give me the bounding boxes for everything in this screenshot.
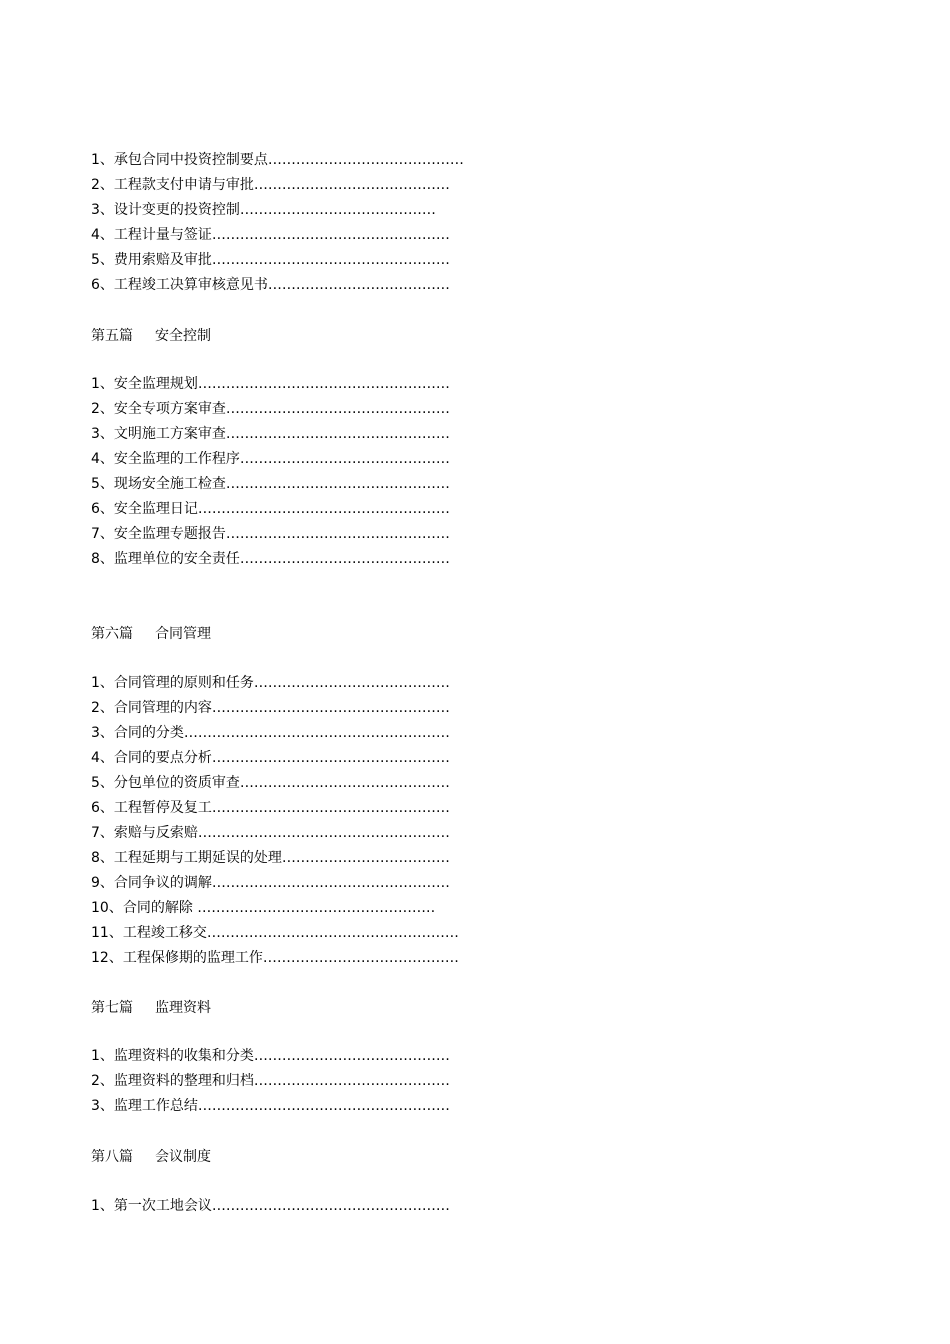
toc-entry: 12、工程保修期的监理工作……………………………………: [91, 950, 459, 966]
toc-entry: 5、分包单位的资质审查………………………………………: [91, 775, 450, 791]
section-heading: [91, 998, 211, 1018]
toc-entry: 4、安全监理的工作程序………………………………………: [91, 451, 450, 467]
section-heading: [91, 1147, 211, 1167]
toc-entry: 2、监理资料的整理和归档……………………………………: [91, 1073, 450, 1089]
toc-entry: 3、设计变更的投资控制……………………………………: [91, 202, 436, 218]
toc-entry: 1、承包合同中投资控制要点……………………………………: [91, 152, 464, 168]
toc-entry: 4、合同的要点分析……………………………………………: [91, 750, 450, 766]
toc-entry: 2、合同管理的内容……………………………………………: [91, 700, 450, 716]
section-number: 第七篇: [91, 1000, 133, 1016]
toc-entry: 5、现场安全施工检查…………………………………………: [91, 476, 450, 492]
toc-entry: 3、合同的分类…………………………………………………: [91, 725, 450, 741]
toc-entry: 8、工程延期与工期延误的处理………………………………: [91, 850, 450, 866]
section-heading: [91, 624, 211, 644]
section-number: 第八篇: [91, 1149, 133, 1165]
section-heading: [91, 326, 211, 346]
toc-entry: 6、工程竣工决算审核意见书…………………………………: [91, 277, 450, 293]
toc-entry: 11、工程竣工移交………………………………………………: [91, 925, 459, 941]
section-number: 第六篇: [91, 626, 133, 642]
toc-entry: 3、监理工作总结………………………………………………: [91, 1098, 450, 1114]
toc-entry: 7、安全监理专题报告…………………………………………: [91, 526, 450, 542]
toc-entry: 2、安全专项方案审查…………………………………………: [91, 401, 450, 417]
toc-entry: 6、工程暂停及复工……………………………………………: [91, 800, 450, 816]
toc-entry: 9、合同争议的调解……………………………………………: [91, 875, 450, 891]
toc-entry: 3、文明施工方案审查…………………………………………: [91, 426, 450, 442]
toc-entry: 7、索赔与反索赔………………………………………………: [91, 825, 450, 841]
toc-entry: 1、合同管理的原则和任务……………………………………: [91, 675, 450, 691]
toc-entry: 2、工程款支付申请与审批……………………………………: [91, 177, 450, 193]
toc-entry: 6、安全监理日记………………………………………………: [91, 501, 450, 517]
toc-entry: 1、第一次工地会议……………………………………………: [91, 1198, 450, 1214]
toc-entry: 1、安全监理规划………………………………………………: [91, 376, 450, 392]
toc-entry: 4、工程计量与签证……………………………………………: [91, 227, 450, 243]
toc-entry: 8、监理单位的安全责任………………………………………: [91, 551, 450, 567]
toc-entry: 10、合同的解除 ……………………………………………: [91, 900, 436, 916]
section-number: 第五篇: [91, 328, 133, 344]
section-title: 会议制度: [155, 1149, 211, 1165]
section-title: 监理资料: [155, 1000, 211, 1016]
toc-entry: 1、监理资料的收集和分类……………………………………: [91, 1048, 450, 1064]
toc-entry: 5、费用索赔及审批……………………………………………: [91, 252, 450, 268]
section-title: 安全控制: [155, 328, 211, 344]
section-title: 合同管理: [155, 626, 211, 642]
